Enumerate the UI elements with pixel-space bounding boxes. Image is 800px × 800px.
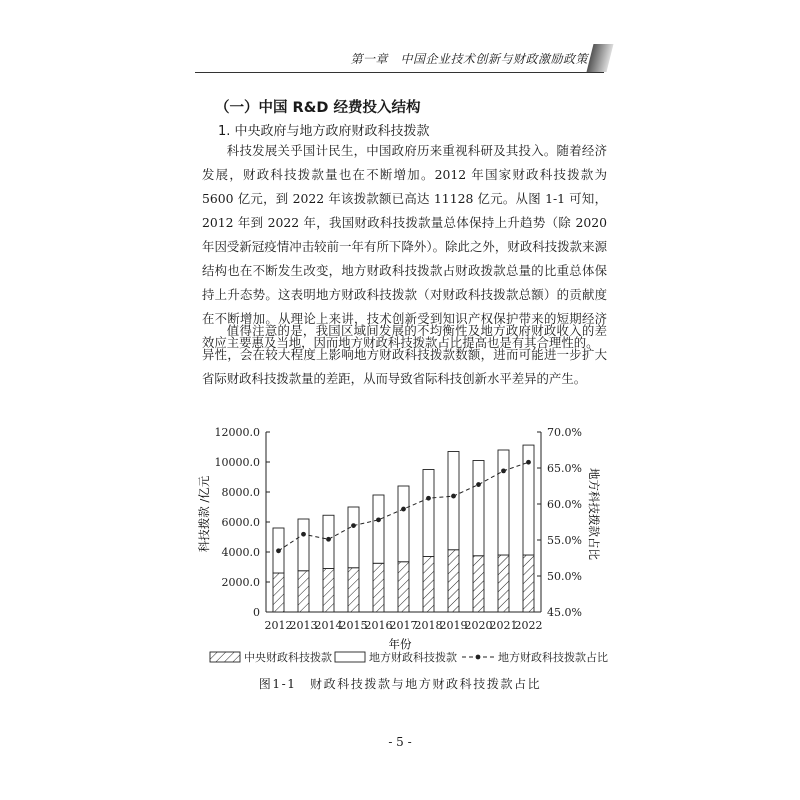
bar-central [498,555,509,612]
bar-central [523,555,534,612]
point-share [301,532,306,537]
legend-swatch-local [335,652,365,662]
y-tick-label: 2000.0 [221,576,260,589]
x-tick-label: 2021 [489,619,518,632]
legend-label-central: 中央财政科技拨款 [244,651,332,664]
section-title: （一）中国 R&D 经费投入结构 [215,100,421,116]
bar-central [423,557,434,613]
point-share [351,523,356,528]
point-share [501,468,506,473]
bar-local [423,470,434,557]
subsection-title: 1. 中央政府与地方政府财政科技拨款 [218,124,430,139]
bar-local [373,495,384,563]
x-tick-label: 2017 [389,619,418,632]
y-tick-label: 8000.0 [221,486,260,499]
point-share [401,507,406,512]
x-tick-label: 2020 [464,619,493,632]
y-tick-label: 6000.0 [221,516,260,529]
x-tick-label: 2016 [364,619,393,632]
paragraph-1: 科技发展关乎国计民生，中国政府历来重视科研及其投入。随着经济发展，财政科技拨款量也在不断增加。2012 年国家财政科技拨款为 5600 亿元，到 2022 年该拨款额已高达 11128 亿元。从图 1-1 可知，2012 年到 2022 年，我国财政科技拨款量总体保持上升趋势（除 2020 年因受新冠疫情冲击较前一年有所下降外）。除此之外，财政科技拨款来源结构也在不断发生改变，地方财政科技拨款占财政拨款总量的比重总体保持上升态势。这表明地方财政科技拨款（对财政科技拨款总额）的贡献度在不断增加。从理论上来讲，技术创新受到知识产权保护带来的短期经济效应主要惠及当地，因而地方财政科技拨款占比提高也是有其合理性的。 [202,143,607,350]
y-tick-label: 12000.0 [214,426,260,439]
figure-caption: 图1-1 财政科技拨款与地方财政科技拨款占比 [258,677,542,691]
chapter-title: 第一章 中国企业技术创新与财政激励政策 [350,52,588,66]
header-rule [195,72,604,73]
point-share [526,460,531,465]
bar-central [473,556,484,612]
point-share [326,537,331,542]
legend-label-local: 地方财政科技拨款 [369,651,457,664]
bar-central [273,573,284,612]
bar-central [373,563,384,612]
point-share [476,482,481,487]
bar-local [298,519,309,571]
point-share [426,496,431,501]
x-tick-label: 2019 [439,619,468,632]
legend-label-share: 地方财政科技拨款占比 [498,651,608,664]
bar-central [298,571,309,612]
x-tick-label: 2022 [514,619,543,632]
y-axis-label: 科技拨款 /亿元 [197,475,211,553]
legend-swatch-central [210,652,240,662]
x-tick-label: 2013 [289,619,318,632]
y2-tick-label: 45.0% [547,606,582,619]
paragraph-2: 值得注意的是，我国区域间发展的不均衡性及地方政府财政收入的差异性，会在较大程度上影响地方财政科技拨款数额，进而可能进一步扩大省际财政科技拨款量的差距，从而导致省际科技创新水平差异的产生。 [202,323,607,386]
page-number: - 5 - [388,735,412,749]
y2-tick-label: 50.0% [547,570,582,583]
figure-chart [180,392,620,674]
y-tick-label: 10000.0 [214,456,260,469]
y-tick-label: 0 [253,606,260,619]
header-tab-decoration [587,44,614,72]
y2-tick-label: 65.0% [547,462,582,475]
bar-central [398,562,409,612]
legend-swatch-share-dot [476,655,481,660]
bar-local [473,461,484,556]
bar-local [348,507,359,568]
x-tick-label: 2014 [314,619,343,632]
bar-central [348,568,359,612]
x-tick-label: 2012 [264,619,293,632]
bar-local [398,486,409,562]
y2-tick-label: 55.0% [547,534,582,547]
y2-tick-label: 60.0% [547,498,582,511]
point-share [376,517,381,522]
bar-local [448,452,459,550]
x-axis-label: 年份 [388,637,412,651]
bar-central [448,550,459,612]
bar-local [323,515,334,568]
running-header [0,44,800,74]
x-tick-label: 2015 [339,619,368,632]
x-tick-label: 2018 [414,619,443,632]
y2-tick-label: 70.0% [547,426,582,439]
point-share [276,548,281,553]
bar-local [498,450,509,555]
y2-axis-label: 地方科技拨款占比 [587,468,601,560]
point-share [451,494,456,499]
bar-central [323,569,334,613]
y-tick-label: 4000.0 [221,546,260,559]
